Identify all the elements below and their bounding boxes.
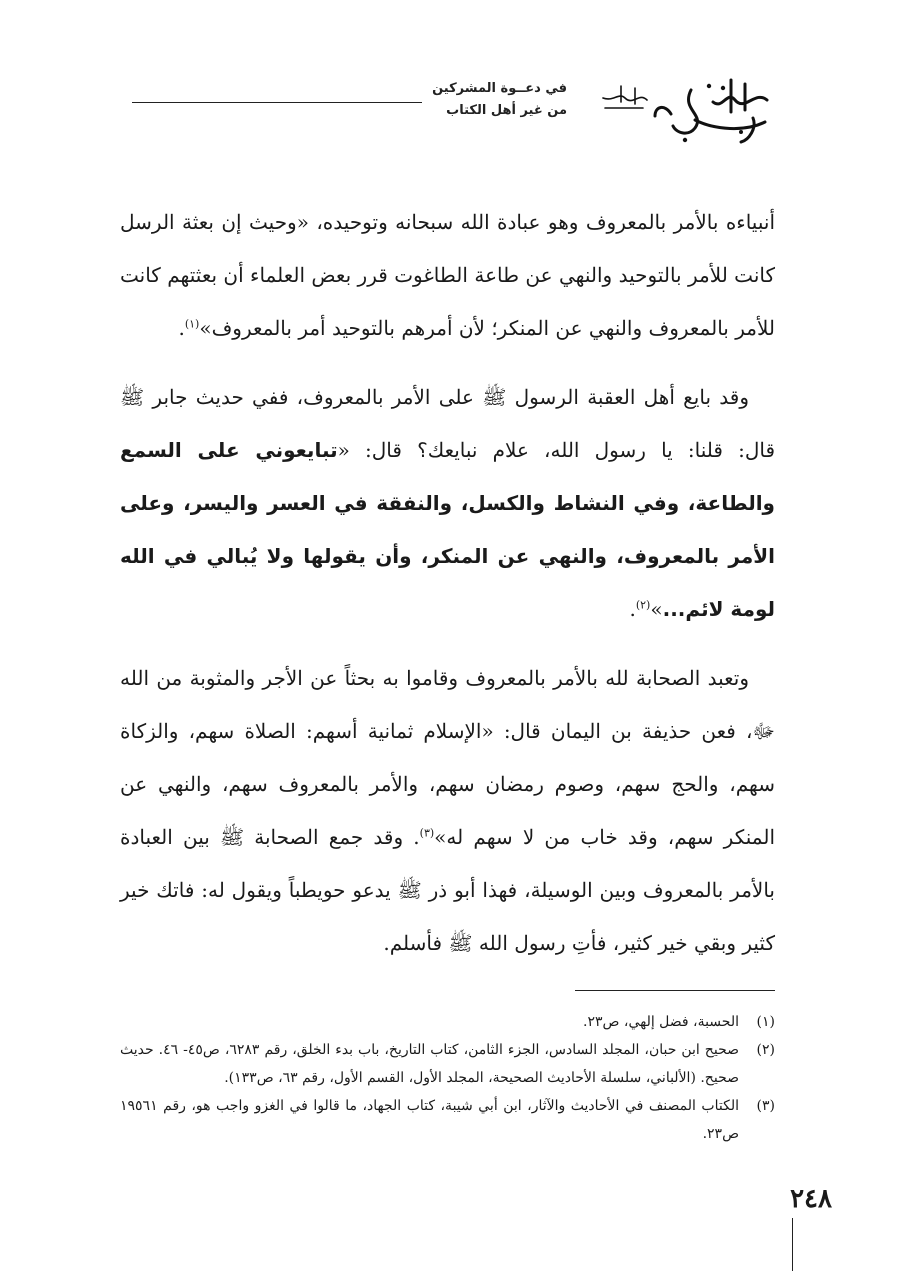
footnotes — [120, 1008, 775, 1148]
footnote-item — [120, 1092, 775, 1148]
book-title-logo — [595, 70, 775, 150]
page-number: ٢٤٨ — [790, 1184, 832, 1214]
running-header — [125, 70, 775, 160]
paragraph-2 — [120, 371, 775, 636]
page-number-rule — [792, 1218, 793, 1271]
hadith-quote: تبايعوني على السمع والطاعة، وفي النشاط والكسل، والنفقة في العسر واليسر، وعلى الأمر بالمعروف، والنهي عن المنكر، وأن يقولها ولا يُبالي في الله لومة لائم... — [120, 438, 775, 621]
paragraph-3-text-b: . وقد جمع الصحابة ﷺ بين العبادة بالأمر بالمعروف وبين الوسيلة، فهذا أبو ذر ﷺ يدعو حويطباً ويقول له: فاتك خير كثير وبقي خير كثير، فأتِ رسول الله ﷺ فأسلم. — [120, 825, 775, 955]
footnote-separator — [575, 990, 775, 991]
subtitle-line-2: من غير أهل الكتاب — [446, 103, 567, 118]
footnote-text: الكتاب المصنف في الأحاديث والآثار، ابن أبي شيبة، كتاب الجهاد، ما قالوا في الغزو واجب هو، رقم ١٩٥٦١ ص٢٣. — [120, 1098, 739, 1142]
paragraph-3-text-a: وتعبد الصحابة لله بالأمر بالمعروف وقاموا به بحثاً عن الأجر والمثوبة من الله ﷻ، فعن حذيفة بن اليمان قال: «الإسلام ثمانية أسهم: الصلاة سهم، والزكاة سهم، والحج سهم، وصوم رمضان سهم، والأمر بالمعروف سهم، والنهي عن المنكر سهم، وقد خاب من لا سهم له» — [120, 666, 775, 849]
header-rule — [132, 102, 422, 103]
footnote-item — [120, 1036, 775, 1092]
footnote-number: (٣) — [756, 1098, 775, 1114]
footnote-text: صحيح ابن حبان، المجلد السادس، الجزء الثامن، كتاب التاريخ، باب بدء الخلق، رقم ٦٢٨٣، ص٤٥- ٤٦. حديث صحيح. (الألباني، سلسلة الأحاديث الصحيحة، المجلد الأول، القسم الأول، رقم ٦٣، ص١٣٣). — [120, 1042, 739, 1086]
paragraph-2-text: وقد بايع أهل العقبة الرسول ﷺ على الأمر بالمعروف، ففي حديث جابر ﷺ قال: قلنا: يا رسول الله، علام نبايعك؟ قال: « — [120, 385, 776, 462]
paragraph-1-end: . — [178, 316, 185, 340]
main-text — [120, 196, 775, 986]
paragraph-1 — [120, 196, 775, 355]
footnote-number: (٢) — [756, 1042, 775, 1058]
footnote-ref-3: (٣) — [419, 826, 435, 840]
calligraphy-logo-icon — [595, 70, 775, 150]
footnote-number: (١) — [756, 1014, 775, 1030]
header-subtitle — [417, 78, 567, 122]
subtitle-line-1: في دعــوة المشركين — [432, 81, 567, 96]
footnote-ref-1: (١) — [184, 317, 200, 331]
paragraph-2-end: . — [629, 597, 636, 621]
paragraph-3 — [120, 652, 775, 970]
footnote-ref-2: (٢) — [635, 598, 651, 612]
footnote-item — [120, 1008, 775, 1036]
quote-close: » — [650, 597, 663, 621]
paragraph-1-text: أنبياءه بالأمر بالمعروف وهو عبادة الله سبحانه وتوحيده، «وحيث إن بعثة الرسل كانت للأمر بالتوحيد والنهي عن طاعة الطاغوت قرر بعض العلماء أن بعثتهم كانت للأمر بالمعروف والنهي عن المنكر؛ لأن أمرهم بالتوحيد أمر بالمعروف» — [120, 210, 775, 340]
footnote-text: الحسبة، فضل إلهي، ص٢٣. — [583, 1014, 739, 1030]
